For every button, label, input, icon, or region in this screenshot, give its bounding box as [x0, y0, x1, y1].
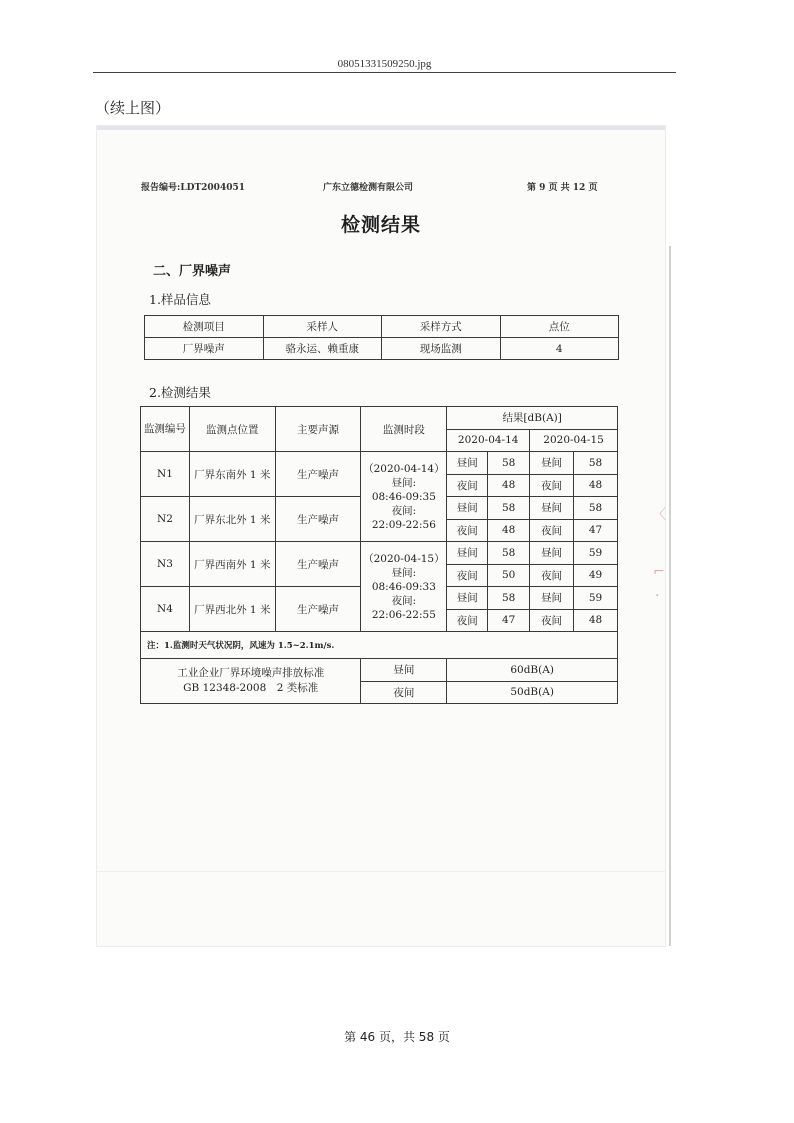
scan-edge [97, 871, 665, 872]
page-footer: 第 46 页，共 58 页 [344, 1030, 450, 1044]
noise-source: 生产噪声 [275, 452, 361, 497]
table-row [145, 338, 619, 360]
std-night-value: 50dB(A) [447, 681, 618, 704]
point-location: 厂界东南外 1 米 [189, 452, 275, 497]
point-location: 厂界西北外 1 米 [189, 587, 275, 632]
night-label: 夜间 [447, 609, 488, 632]
scan-edge [669, 246, 671, 946]
report-page-info: 第 9 页 共 12 页 [527, 183, 598, 193]
table-row [141, 542, 618, 565]
results-heading: 2.检测结果 [149, 385, 211, 400]
std-day-value: 60dB(A) [447, 659, 618, 682]
period-night-time: 22:09-22:56 [371, 518, 436, 531]
table-cell: 现场监测 [382, 338, 501, 360]
table-header-cell: 点位 [500, 316, 619, 338]
col-header-date2: 2020-04-15 [530, 429, 618, 452]
monitoring-period-1 [361, 452, 447, 542]
noise-source: 生产噪声 [275, 497, 361, 542]
std-night-label: 夜间 [361, 681, 447, 704]
night-label: 夜间 [530, 564, 574, 587]
report-id: 报告编号:LDT2004051 [141, 183, 245, 193]
col-header-id: 监测编号 [141, 407, 190, 452]
noise-source: 生产噪声 [275, 542, 361, 587]
value-cell: 48 [574, 474, 618, 497]
point-location: 厂界西南外 1 米 [189, 542, 275, 587]
table-row [141, 452, 618, 475]
weather-note: 注：1.监测时天气状况阴，风速为 1.5~2.1m/s. [141, 632, 618, 659]
day-label: 昼间 [447, 587, 488, 610]
table-header-cell: 采样方式 [382, 316, 501, 338]
day-label: 昼间 [530, 542, 574, 565]
point-id: N4 [141, 587, 190, 632]
day-label: 昼间 [530, 497, 574, 520]
point-location: 厂界东北外 1 米 [189, 497, 275, 542]
night-label: 夜间 [447, 564, 488, 587]
sample-info-heading: 1.样品信息 [149, 292, 211, 307]
value-cell: 47 [488, 609, 530, 632]
period-night-label: 夜间: [391, 594, 417, 607]
value-cell: 49 [574, 564, 618, 587]
col-header-source: 主要声源 [275, 407, 361, 452]
period-day-time: 08:46-09:35 [371, 490, 436, 503]
night-label: 夜间 [447, 519, 488, 542]
table-row [145, 316, 619, 338]
day-label: 昼间 [530, 587, 574, 610]
value-cell: 58 [488, 497, 530, 520]
value-cell: 58 [488, 587, 530, 610]
col-header-result: 结果[dB(A)] [447, 407, 618, 430]
period-day-time: 08:46-09:33 [371, 580, 436, 593]
stamp-fragment: ⌐ [653, 564, 665, 580]
monitoring-period-2 [361, 542, 447, 632]
table-cell: 厂界噪声 [145, 338, 264, 360]
table-header-cell: 采样人 [263, 316, 382, 338]
value-cell: 58 [574, 452, 618, 475]
point-id: N3 [141, 542, 190, 587]
period-date: （2020-04-14） [363, 462, 445, 475]
night-label: 夜间 [530, 474, 574, 497]
noise-results-table [140, 406, 618, 704]
header-divider [93, 72, 676, 73]
standard-line: 工业企业厂界环境噪声排放标准 [177, 667, 325, 679]
day-label: 昼间 [447, 542, 488, 565]
table-cell: 4 [500, 338, 619, 360]
col-header-date1: 2020-04-14 [447, 429, 530, 452]
value-cell: 48 [488, 474, 530, 497]
day-label: 昼间 [447, 452, 488, 475]
continued-label: （续上图） [95, 99, 171, 117]
night-label: 夜间 [530, 519, 574, 542]
file-name-header: 08051331509250.jpg [337, 58, 432, 70]
period-day-label: 昼间: [391, 476, 417, 489]
table-header-cell: 检测项目 [145, 316, 264, 338]
standard-line: GB 12348-2008 2 类标准 [183, 682, 319, 694]
noise-source: 生产噪声 [275, 587, 361, 632]
day-label: 昼间 [530, 452, 574, 475]
period-day-label: 昼间: [391, 566, 417, 579]
night-label: 夜间 [447, 474, 488, 497]
stamp-fragment: · [655, 588, 660, 604]
value-cell: 59 [574, 542, 618, 565]
scan-edge [97, 126, 665, 130]
document-title: 检测结果 [340, 214, 421, 236]
value-cell: 48 [488, 519, 530, 542]
point-id: N2 [141, 497, 190, 542]
value-cell: 50 [488, 564, 530, 587]
company-name: 广东立德检测有限公司 [323, 183, 414, 193]
scanned-report-image [97, 126, 665, 946]
sample-info-table [144, 315, 619, 360]
point-id: N1 [141, 452, 190, 497]
table-row [141, 659, 618, 682]
value-cell: 58 [574, 497, 618, 520]
value-cell: 58 [488, 542, 530, 565]
std-day-label: 昼间 [361, 659, 447, 682]
period-date: （2020-04-15） [363, 552, 445, 565]
standard-name [141, 659, 361, 704]
col-header-period: 监测时段 [361, 407, 447, 452]
table-row [141, 407, 618, 430]
stamp-fragment: 〈 [652, 507, 666, 523]
value-cell: 47 [574, 519, 618, 542]
table-row [141, 632, 618, 659]
day-label: 昼间 [447, 497, 488, 520]
col-header-location: 监测点位置 [189, 407, 275, 452]
table-cell: 骆永运、赖重康 [263, 338, 382, 360]
value-cell: 59 [574, 587, 618, 610]
section-title: 二、厂界噪声 [153, 264, 232, 279]
period-night-time: 22:06-22:55 [371, 608, 436, 621]
value-cell: 58 [488, 452, 530, 475]
night-label: 夜间 [530, 609, 574, 632]
value-cell: 48 [574, 609, 618, 632]
period-night-label: 夜间: [391, 504, 417, 517]
